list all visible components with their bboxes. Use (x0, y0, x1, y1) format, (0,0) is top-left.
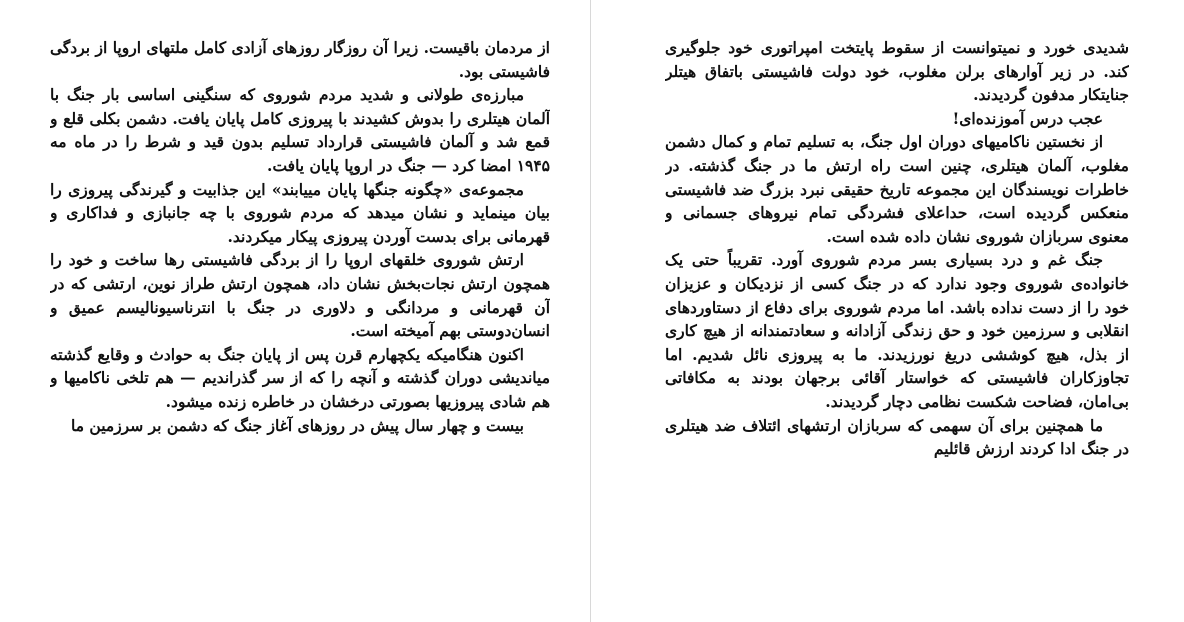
right-paragraph-1: شدیدی خورد و نمیتوانست از سقوط پایتخت امپراتوری خود جلوگیری کند. در زیر آوارهای برلن مغلوب، خود دولت فاشیستی باتفاق هیتلر جنایتکار مدفون گردیدند. (665, 38, 1129, 105)
left-page-text (50, 36, 550, 622)
page-gutter (590, 0, 591, 622)
right-paragraph-5: ما همچنین برای آن سهمی که سربازان ارتشهای ائتلاف ضد هیتلری در جنگ ادا کردند ارزش قائلیم (665, 415, 1129, 459)
left-paragraph-3: مجموعه‌ی «چگونه جنگها پایان مییابند» این جذابیت و گیرندگی پیروزی را بیان مینماید و نشان میدهد که مردم شوروی با چه جانبازی و فداکاری و قهرمانی برای بدست آوردن پیروزی پیکار میکردند. (50, 179, 550, 246)
left-paragraph-1: از مردمان باقیست. زیرا آن روزگار روزهای آزادی کامل ملتهای اروپا از بردگی فاشیستی بود. (50, 38, 550, 81)
left-paragraph-6: بیست و چهار سال پیش در روزهای آغاز جنگ که دشمن بر سرزمین ما (71, 415, 524, 435)
left-paragraph-4: ارتش شوروی خلقهای اروپا را از بردگی فاشیستی رها ساخت و خود را همچون ارتش نجات‌بخش نشان داد، همچون ارتش طراز نوین، ارتشی که در آن قهرمانی و مردانگی و دلاوری در جنگ با انترناسیونالیسم عمیق و انسان‌دوستی بهم آمیخته است. (50, 250, 550, 341)
left-paragraph-2: مبارزه‌ی طولانی و شدید مردم شوروی که سنگینی اساسی بار جنگ با آلمان هیتلری را بدوش کشیدند با پیروزی کامل پایان یافت. دشمن بکلی قلع و قمع شد و آلمان فاشیستی قرارداد تسلیم بدون قید و شرط را در ماه مه ۱۹۴۵ امضا کرد — جنگ در اروپا پایان یافت. (50, 85, 550, 175)
left-paragraph-5: اکنون هنگامیکه یکچهارم قرن پس از پایان جنگ به حوادث و وقایع گذشته میاندیشی دوران گذشته و آنچه را که از سر گذراندیم — هم تلخی ناکامیها و هم شادی پیروزیها بصورتی درخشان در خاطره زنده میشود. (50, 344, 550, 411)
right-paragraph-3: از نخستین ناکامیهای دوران اول جنگ، به تسلیم تمام و کمال دشمن مغلوب، آلمان هیتلری، چنین است راه ارتش ما در جنگ گذشته. در خاطرات نویسندگان این مجموعه تاریخ حقیقی نبرد بزرگ ضد فاشیستی منعکس گردیده است، حداعلای فشردگی تمام نیروهای جسمانی و معنوی سربازان شوروی نشان داده شده است. (665, 132, 1129, 246)
right-paragraph-2: عجب درس آموزنده‌ای! (952, 108, 1103, 128)
right-page-text (665, 36, 1129, 622)
right-paragraph-4: جنگ غم و درد بسیاری بسر مردم شوروی آورد. تقریباً حتی یک خانواده‌ی شوروی وجود ندارد که در جنگ کسی از نزدیکان و عزیزان خود را از دست نداده باشد. اما مردم شوروی برای دفاع از دستاوردهای انقلابی و سرزمین خود و حق زندگی آزادانه و سعادتمندانه از هیچ کاری از بذل، هیچ کوششی دریغ نورزیدند. ما به پیروزی نائل شدیم. اما تجاوزکاران فاشیستی که خواستار آقائی برجهان بودند به مکافاتی بی‌امان، فضاحت شکست نظامی دچار گردیدند. (665, 250, 1129, 411)
